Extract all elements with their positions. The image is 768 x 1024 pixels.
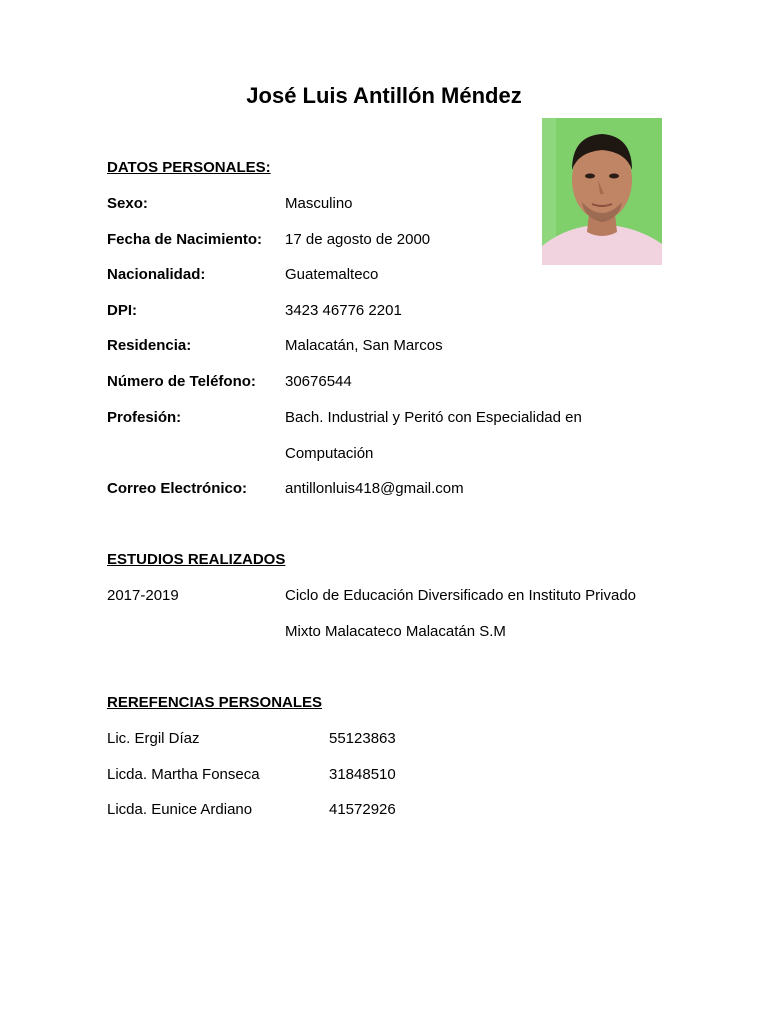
field-label-profession: Profesión: (107, 409, 182, 426)
field-value-residence: Malacatán, San Marcos (285, 337, 443, 354)
field-value-profession-line1: Bach. Industrial y Peritó con Especialidad en (285, 409, 582, 426)
reference-phone: 41572926 (329, 801, 396, 818)
reference-name: Lic. Ergil Díaz (107, 730, 200, 747)
field-label-residence: Residencia: (107, 337, 192, 354)
profile-photo (542, 118, 662, 265)
field-value-dpi: 3423 46776 2201 (285, 302, 402, 319)
field-label-birthdate: Fecha de Nacimiento: (107, 231, 263, 248)
field-value-phone: 30676544 (285, 373, 352, 390)
cv-title: José Luis Antillón Méndez (246, 83, 522, 108)
person-portrait-icon (542, 118, 662, 265)
field-label-sex: Sexo: (107, 195, 148, 212)
field-value-nationality: Guatemalteco (285, 266, 379, 283)
field-label-phone: Número de Teléfono: (107, 373, 256, 390)
reference-name: Licda. Eunice Ardiano (107, 801, 253, 818)
study-description-line2: Mixto Malacateco Malacatán S.M (285, 623, 506, 640)
reference-phone: 55123863 (329, 730, 396, 747)
section-heading-studies: ESTUDIOS REALIZADOS (107, 551, 286, 568)
reference-name: Licda. Martha Fonseca (107, 766, 260, 783)
field-label-dpi: DPI: (107, 302, 137, 319)
reference-phone: 31848510 (329, 766, 396, 783)
study-years: 2017-2019 (107, 587, 179, 604)
field-value-profession-line2: Computación (285, 445, 374, 462)
field-value-birthdate: 17 de agosto de 2000 (285, 231, 431, 248)
field-label-nationality: Nacionalidad: (107, 266, 206, 283)
field-value-sex: Masculino (285, 195, 353, 212)
section-heading-personal: DATOS PERSONALES: (107, 159, 271, 176)
field-value-email: antillonluis418@gmail.com (285, 480, 464, 497)
section-heading-references: REREFENCIAS PERSONALES (107, 694, 323, 711)
field-label-email: Correo Electrónico: (107, 480, 248, 497)
study-description-line1: Ciclo de Educación Diversificado en Instituto Privado (285, 587, 637, 604)
